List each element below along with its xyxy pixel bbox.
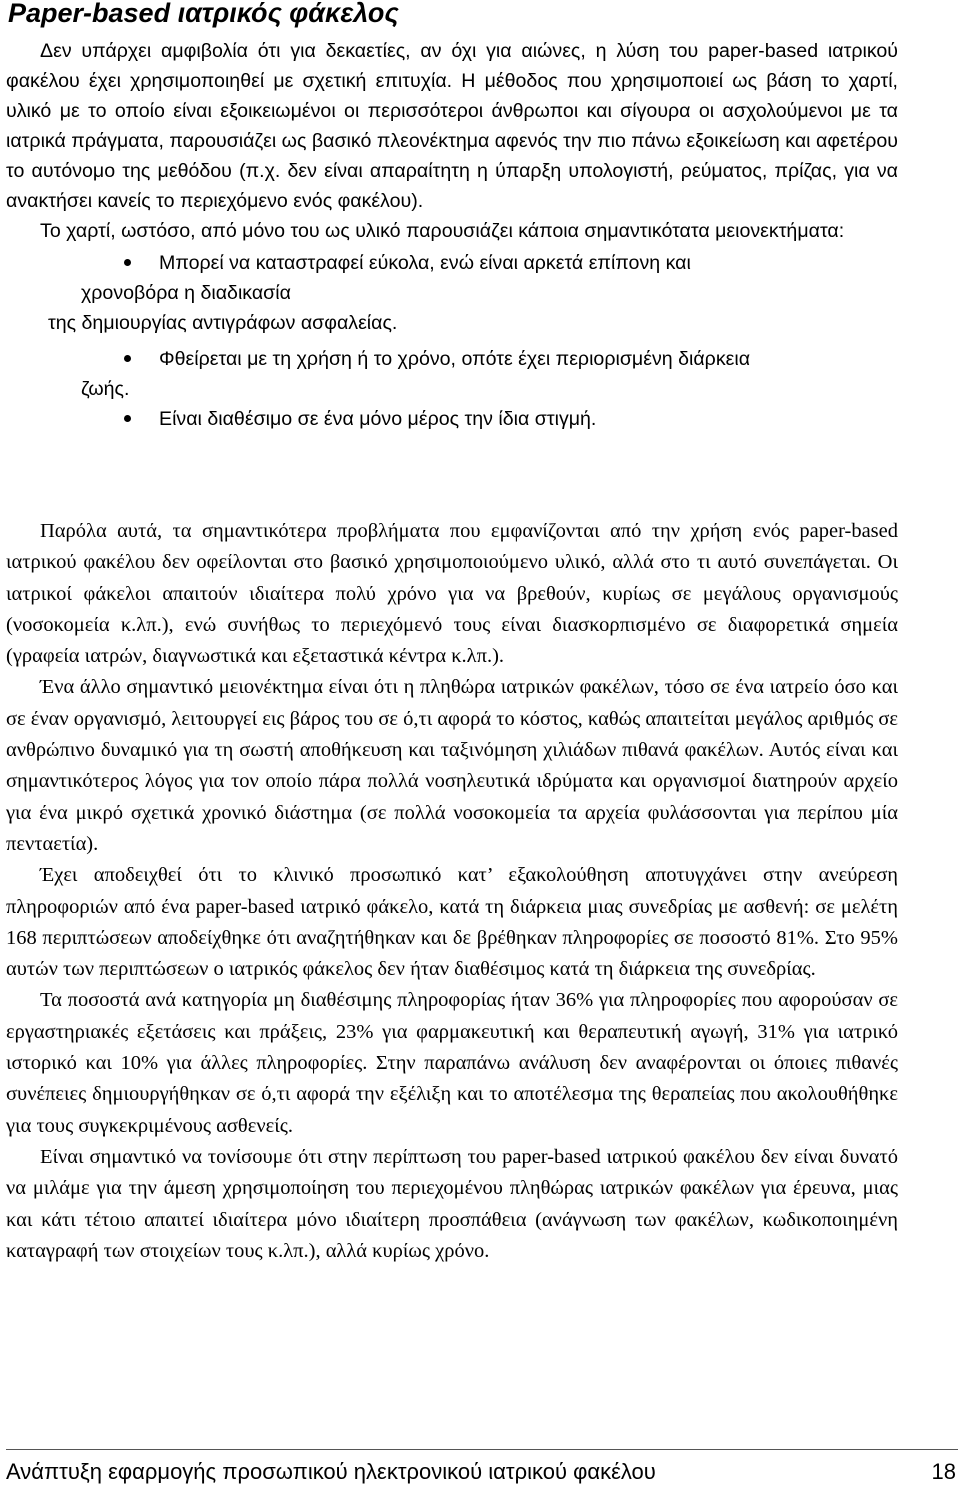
footer-divider [6,1449,958,1450]
disadvantages-list [6,248,898,308]
intro-block [6,36,898,434]
bullet-text: Μπορεί να καταστραφεί εύκολα, ενώ είναι αρκετά επίπονη και [159,252,691,274]
bullet-text: Είναι διαθέσιμο σε ένα μόνο μέρος την ίδια στιγμή. [159,408,597,430]
bullet-continuation: χρονοβόρα η διαδικασία [81,282,291,304]
body-paragraph: Ένα άλλο σημαντικό μειονέκτημα είναι ότι η πληθώρα ιατρικών φακέλων, τόσο σε ένα ιατρείο όσο και σε έναν οργανισμό, λειτουργεί εις βάρος του σε ό,τι αφορά το κόστος, καθώς απαιτείται μεγάλος αριθμός σε ανθρώπινο δυναμικό για τη σωστή αποθήκευση και ταξινόμηση χιλιάδων πιθανά φακέλων. Αυτός είναι και σημαντικότερος λόγος για τον οποίο πάρα πολλά νοσηλευτικά ιδρύματα και οργανισμοί διατηρούν αρχείο για ένα μικρό σχετικά χρονικό διάστημα (σε πολλά νοσοκομεία τα αρχεία φυλάσσονται για περίπου μία πενταετία). [6,676,898,855]
body-paragraph: Έχει αποδειχθεί ότι το κλινικό προσωπικό κατ’ εξακολούθηση αποτυγχάνει στην ανεύρεση πληροφοριών από ένα paper-based ιατρικό φάκελο, κατά τη διάρκεια μιας συνεδρίας με ασθενή: σε μελέτη 168 περιπτώσεων αποδείχθηκε ότι αναζητήθηκαν και δε βρέθηκαν πληροφορίες σε ποσοστό 81%. Στο 95% αυτών των περιπτώσεων ο ιατρικός φάκελος δεν ήταν διαθέσιμος κατά τη διάρκεια της συνεδρίας. [6,864,898,981]
intro-paragraph: Δεν υπάρχει αμφιβολία ότι για δεκαετίες, αν όχι για αιώνες, η λύση του paper-based ιατρικού φακέλου έχει χρησιμοποιηθεί με σχετική επιτυχία. Η μέθοδος που χρησιμοποιεί ως βάση το χαρτί, υλικό με το οποίο είναι εξοικειωμένοι οι περισσότεροι άνθρωποι και σίγουρα οι ασχολούμενοι με τα ιατρικά πράγματα, παρουσιάζει ως βασικό πλεονέκτημα αφενός την πιο πάνω εξοικείωση και αφετέρου το αυτόνομο της μεθόδου (π.χ. δεν είναι απαραίτητη η ύπαρξη υπολογιστή, ρεύματος, πρίζας, για να ανακτήσει κανείς το περιεχόμενο ενός φακέλου). [6,40,898,212]
list-item [6,344,898,404]
bullet-trailing-line: της δημιουργίας αντιγράφων ασφαλείας. [48,312,398,334]
body-paragraph: Τα ποσοστά ανά κατηγορία μη διαθέσιμης πληροφορίας ήταν 36% για πληροφορίες που αφορούσαν σε εργαστηριακές εξετάσεις και πράξεις, 23% για φαρμακευτική και θεραπευτική αγωγή, 31% για ιατρικό ιστορικό και 10% για άλλες πληροφορίες. Στην παραπάνω ανάλυση δεν αναφέρονται οι όποιες πιθανές συνέπειες δημιουργήθηκαν σε ό,τι αφορά την εξέλιξη και το αποτέλεσμα της θεραπείας που ακολουθήθηκε για τους συγκεκριμένους ασθενείς. [6,989,898,1137]
main-text-block [6,516,898,1267]
section-heading: Paper-based ιατρικός φάκελος [8,0,399,28]
disadvantages-list-continued [6,344,898,434]
list-item [6,404,898,434]
bullet-continuation: ζωής. [81,378,130,400]
bullet-icon [124,259,131,266]
bullet-icon [124,355,131,362]
footer-title: Ανάπτυξη εφαρμογής προσωπικού ηλεκτρονικού ιατρικού φακέλου [6,1459,656,1484]
list-item [6,248,898,308]
page-number: 18 [931,1459,956,1484]
disadvantages-intro: Το χαρτί, ωστόσο, από μόνο του ως υλικό παρουσιάζει κάποια σημαντικότατα μειονεκτήματα: [40,220,845,242]
bullet-text: Φθείρεται με τη χρήση ή το χρόνο, οπότε έχει περιορισμένη διάρκεια [159,348,751,370]
bullet-icon [124,415,131,422]
body-paragraph: Παρόλα αυτά, τα σημαντικότερα προβλήματα που εμφανίζονται από την χρήση ενός paper-based ιατρικού φακέλου δεν οφείλονται στο βασικό χρησιμοποιούμενο υλικό, αλλά στο τι αυτό συνεπάγεται. Οι ιατρικοί φάκελοι απαιτούν ιδιαίτερα πολύ χρόνο για να βρεθούν, κυρίως σε μεγάλους οργανισμούς (νοσοκομεία κ.λπ.), ενώ συνήθως το περιεχόμενό τους είναι διασκορπισμένο σε διαφορετικά σημεία (γραφεία ιατρών, διαγνωστικά και εξεταστικά κέντρα κ.λπ.). [6,520,898,668]
body-paragraph: Είναι σημαντικό να τονίσουμε ότι στην περίπτωση του paper-based ιατρικού φακέλου δεν είναι δυνατό να μιλάμε για την άμεση χρησιμοποίηση του περιεχομένου πληθώρας ιατρικών φακέλων για έρευνα, μιας και κάτι τέτοιο απαιτεί ιδιαίτερα μόνο ιδιαίτερη προσπάθεια (ανάγνωση των φακέλων, κωδικοποιημένη καταγραφή των στοιχείων τους κ.λπ.), αλλά κυρίως χρόνο. [6,1145,898,1262]
